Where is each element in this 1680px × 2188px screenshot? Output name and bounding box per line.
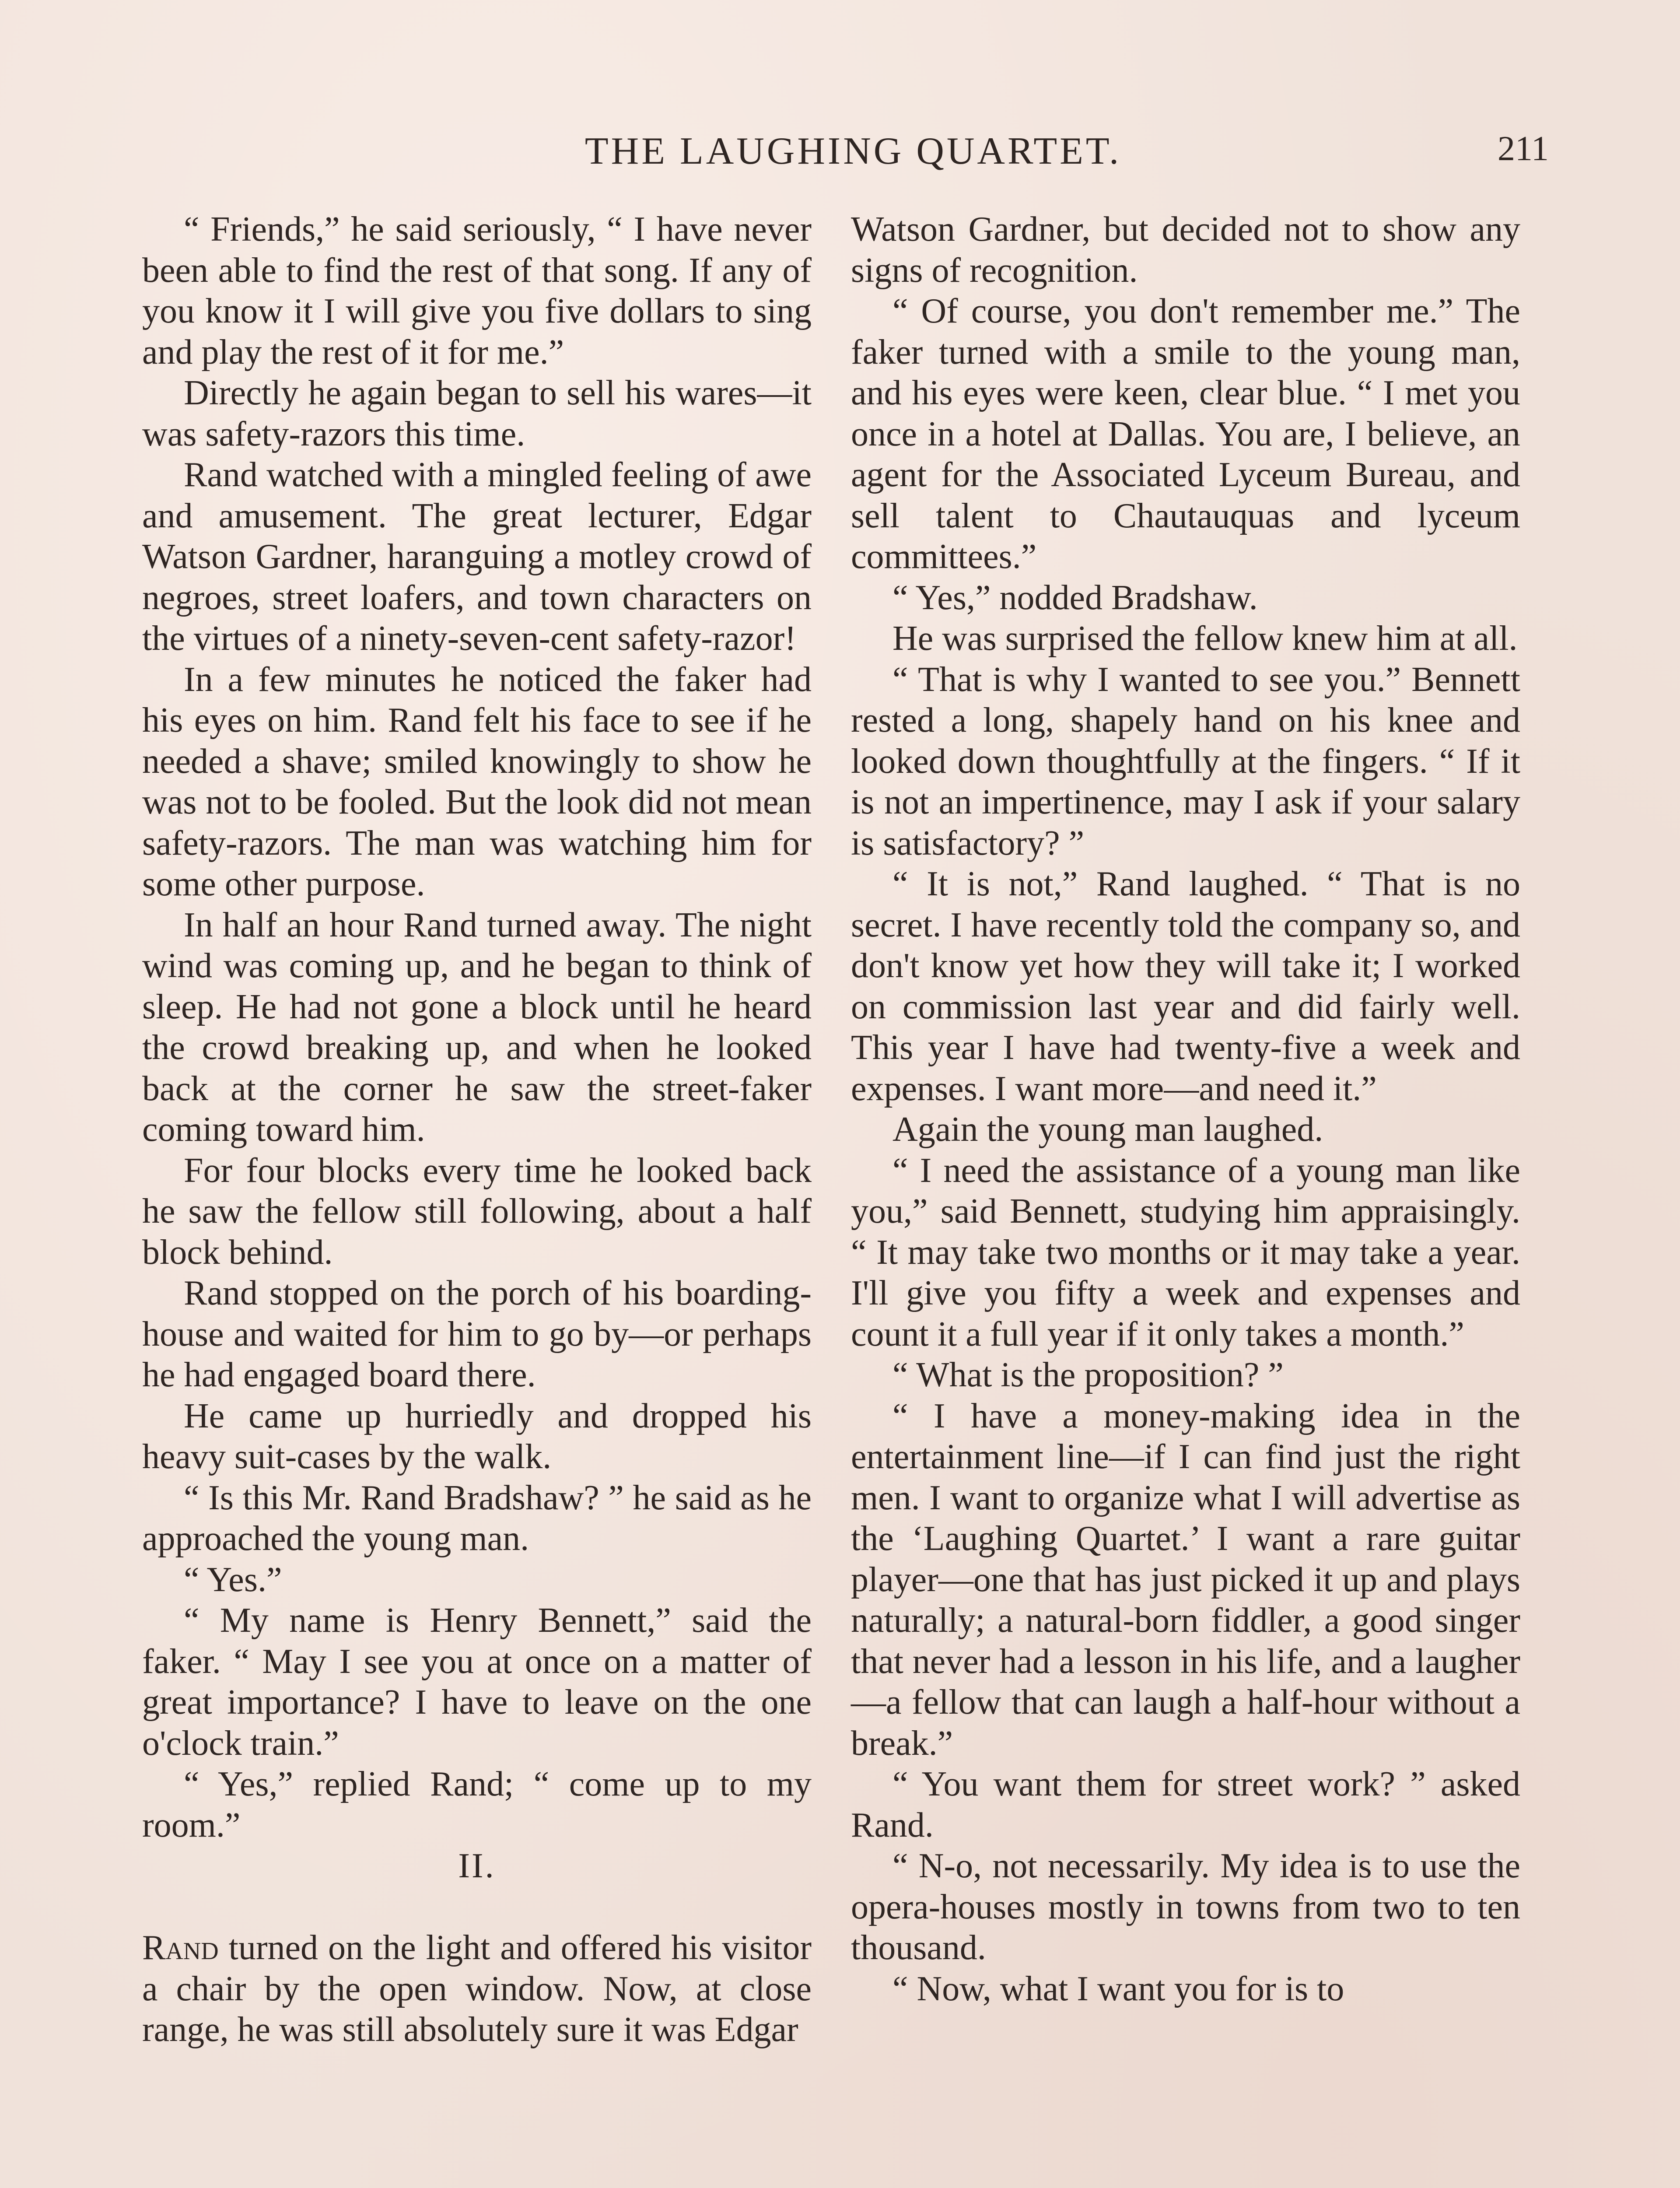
paragraph: He was surprised the fellow knew him at all. [892,619,1518,658]
paragraph: In half an hour Rand turned away. The night wind was coming up, and he began to think of sleep. He had not gone a block until he heard the crowd breaking up, and when he looked back at the corner he saw the street-faker coming toward him. [142,905,812,1149]
paragraph: “ N-o, not necessarily. My idea is to use the opera-houses mostly in towns from two to ten thousand. [851,1847,1520,1967]
paragraph: “ I have a money-making idea in the entertainment line—if I can find just the right men. I want to organize what I will advertise as the ‘Laughing Quartet.’ I want a rare guitar player—one that has just picked it up and plays naturally; a natural-born fiddler, a good singer that never had a lesson in his life, and a laugher—a fellow that can laugh a half-hour without a break.” [851,1396,1520,1763]
paragraph: “ Is this Mr. Rand Bradshaw? ” he said as he approached the young man. [142,1478,812,1558]
section-heading: II. [458,1847,496,1885]
paragraph: “ That is why I wanted to see you.” Bennett rested a long, shapely hand on his knee and looked down thoughtfully at the fingers. “ If it is not an impertinence, may I ask if your salary is satisfactory? ” [851,660,1520,863]
left-column [142,209,812,2051]
page-header [0,129,1680,177]
paragraph-continuation: Watson Gardner, but decided not to show any signs of recognition. [851,210,1520,290]
paragraph: “ I need the assistance of a young man like you,” said Bennett, studying him appraisingly. “ It may take two months or it may take a year. I'll give you fifty a week and expenses and count it a full year if it only takes a month.” [851,1151,1520,1353]
paragraph: “ Of course, you don't remember me.” The faker turned with a smile to the young man, and his eyes were keen, clear blue. “ I met you once in a hotel at Dallas. You are, I believe, an agent for the Associated Lyceum Bureau, and sell talent to Chautauquas and lyceum committees.” [851,292,1520,576]
paragraph: Rand stopped on the porch of his boarding-house and waited for him to go by—or perhaps he had engaged board there. [142,1274,812,1394]
paragraph: “ Yes,” replied Rand; “ come up to my room.” [142,1765,812,1844]
paragraph: “ Yes.” [184,1560,282,1599]
paragraph: For four blocks every time he looked back he saw the fellow still following, about a half block behind. [142,1151,812,1272]
paragraph: “ Now, what I want you for is to [892,1969,1344,2008]
section-opening-paragraph [142,1928,812,2051]
paragraph: Rand watched with a mingled feeling of awe and amusement. The great lecturer, Edgar Watson Gardner, haranguing a motley crowd of negroes, street loafers, and town characters on the virtues of a ninety-seven-cent safety-razor! [142,456,812,658]
paragraph: “ Yes,” nodded Bradshaw. [892,578,1258,617]
running-title: THE LAUGHING QUARTET. [584,130,1122,172]
section-opening-text: turned on the light and offered his visitor a chair by the open window. Now, at close range, he was still absolutely sure it was Edgar [142,1929,812,2049]
paragraph: Again the young man laughed. [892,1110,1323,1149]
paragraph: In a few minutes he noticed the faker had his eyes on him. Rand felt his face to see if he needed a shave; smiled knowingly to show he was not to be fooled. But the look did not mean safety-razors. The man was watching him for some other purpose. [142,660,812,903]
paragraph: He came up hurriedly and dropped his heavy suit-cases by the walk. [142,1396,812,1476]
paragraph: “ My name is Henry Bennett,” said the faker. “ May I see you at once on a matter of great importance? I have to leave on the one o'clock train.” [142,1601,812,1763]
section-opening-word: Rand [142,1929,219,1967]
page-number: 211 [1497,130,1549,168]
paragraph: “ It is not,” Rand laughed. “ That is no secret. I have recently told the company so, and don't know yet how they will take it; I worked on commission last year and did fairly well. This year I have had twenty-five a week and expenses. I want more—and need it.” [851,865,1520,1108]
paragraph: “ What is the proposition? ” [892,1356,1284,1394]
paragraph: “ You want them for street work? ” asked Rand. [851,1765,1520,1844]
paragraph: “ Friends,” he said seriously, “ I have never been able to find the rest of that song. If any of you know it I will give you five dollars to sing and play the rest of it for me.” [142,210,812,372]
paragraph: Directly he again began to sell his wares—it was safety-razors this time. [142,374,812,453]
right-column [851,209,1520,2009]
